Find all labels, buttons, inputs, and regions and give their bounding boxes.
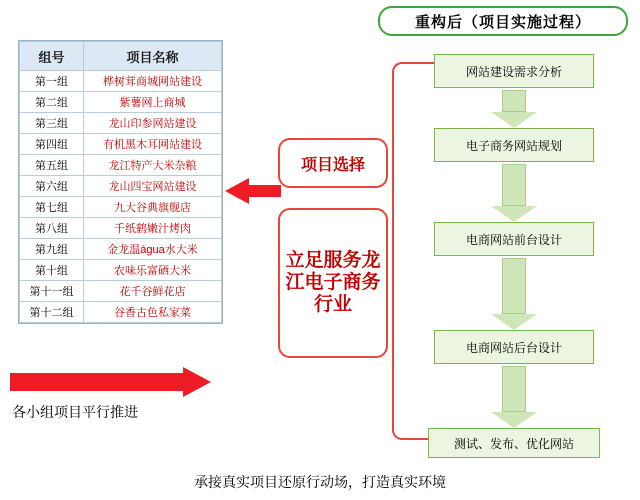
cell-project: 紫薯网上商城 <box>83 92 221 113</box>
cell-group: 第十二组 <box>20 302 84 323</box>
cell-project: 龙江特产大米杂粮 <box>83 155 221 176</box>
arrow-body <box>10 373 185 391</box>
group-project-table <box>18 40 223 324</box>
table-header-row <box>20 42 222 71</box>
flow-step-frontend: 电商网站前台设计 <box>434 222 594 256</box>
arrow-head <box>225 178 249 204</box>
serve-heilongjiang-box: 立足服务龙江电子商务行业 <box>278 208 388 358</box>
table-row <box>20 134 222 155</box>
flow-step-planning: 电子商务网站规划 <box>434 128 594 162</box>
table-row <box>20 260 222 281</box>
table-row <box>20 92 222 113</box>
cell-group: 第四组 <box>20 134 84 155</box>
table-row <box>20 218 222 239</box>
selection-arrow-left <box>225 178 280 204</box>
bottom-caption: 承接真实项目还原行动场，打造真实环境 <box>194 474 446 490</box>
cell-group: 第十组 <box>20 260 84 281</box>
flow-step-backend: 电商网站后台设计 <box>434 330 594 364</box>
parallel-progress-label: 各小组项目平行推进 <box>12 404 138 420</box>
flow-arrow-4 <box>491 366 537 428</box>
cell-project: 桦树茸商城网站建设 <box>83 71 221 92</box>
cell-group: 第十一组 <box>20 281 84 302</box>
table-row <box>20 176 222 197</box>
parallel-progress-arrow <box>10 367 235 397</box>
table-row <box>20 302 222 323</box>
cell-project: 有机黑木耳网站建设 <box>83 134 221 155</box>
cell-group: 第一组 <box>20 71 84 92</box>
table-row <box>20 113 222 134</box>
project-selection-box: 项目选择 <box>278 138 388 188</box>
cell-group: 第九组 <box>20 239 84 260</box>
table-row <box>20 281 222 302</box>
cell-project: 千纸鹤嫩汁烤肉 <box>83 218 221 239</box>
cell-group: 第七组 <box>20 197 84 218</box>
cell-project: 龙山四宝网站建设 <box>83 176 221 197</box>
cell-group: 第八组 <box>20 218 84 239</box>
table-row <box>20 197 222 218</box>
table-row <box>20 239 222 260</box>
title-banner: 重构后（项目实施过程） <box>378 6 628 36</box>
cell-project: 谷香古色私家菜 <box>83 302 221 323</box>
arrow-head <box>183 367 211 397</box>
table-row <box>20 71 222 92</box>
flow-arrow-2 <box>491 164 537 222</box>
table-header-group: 组号 <box>20 42 84 71</box>
cell-group: 第五组 <box>20 155 84 176</box>
cell-group: 第六组 <box>20 176 84 197</box>
flow-step-test-release: 测试、发布、优化网站 <box>428 428 600 458</box>
arrow-body <box>247 185 281 197</box>
cell-project: 九大谷典旗舰店 <box>83 197 221 218</box>
cell-project: 农味乐富硒大米 <box>83 260 221 281</box>
bracket-mask <box>394 100 434 400</box>
cell-project: 花千谷鲜花店 <box>83 281 221 302</box>
flow-step-requirements: 网站建设需求分析 <box>434 54 594 88</box>
table-row <box>20 155 222 176</box>
cell-project: 龙山印参网站建设 <box>83 113 221 134</box>
flow-arrow-1 <box>491 90 537 128</box>
cell-group: 第三组 <box>20 113 84 134</box>
cell-project: 金龙温água水大米 <box>83 239 221 260</box>
flow-arrow-3 <box>491 258 537 330</box>
cell-group: 第二组 <box>20 92 84 113</box>
table-header-project: 项目名称 <box>83 42 221 71</box>
